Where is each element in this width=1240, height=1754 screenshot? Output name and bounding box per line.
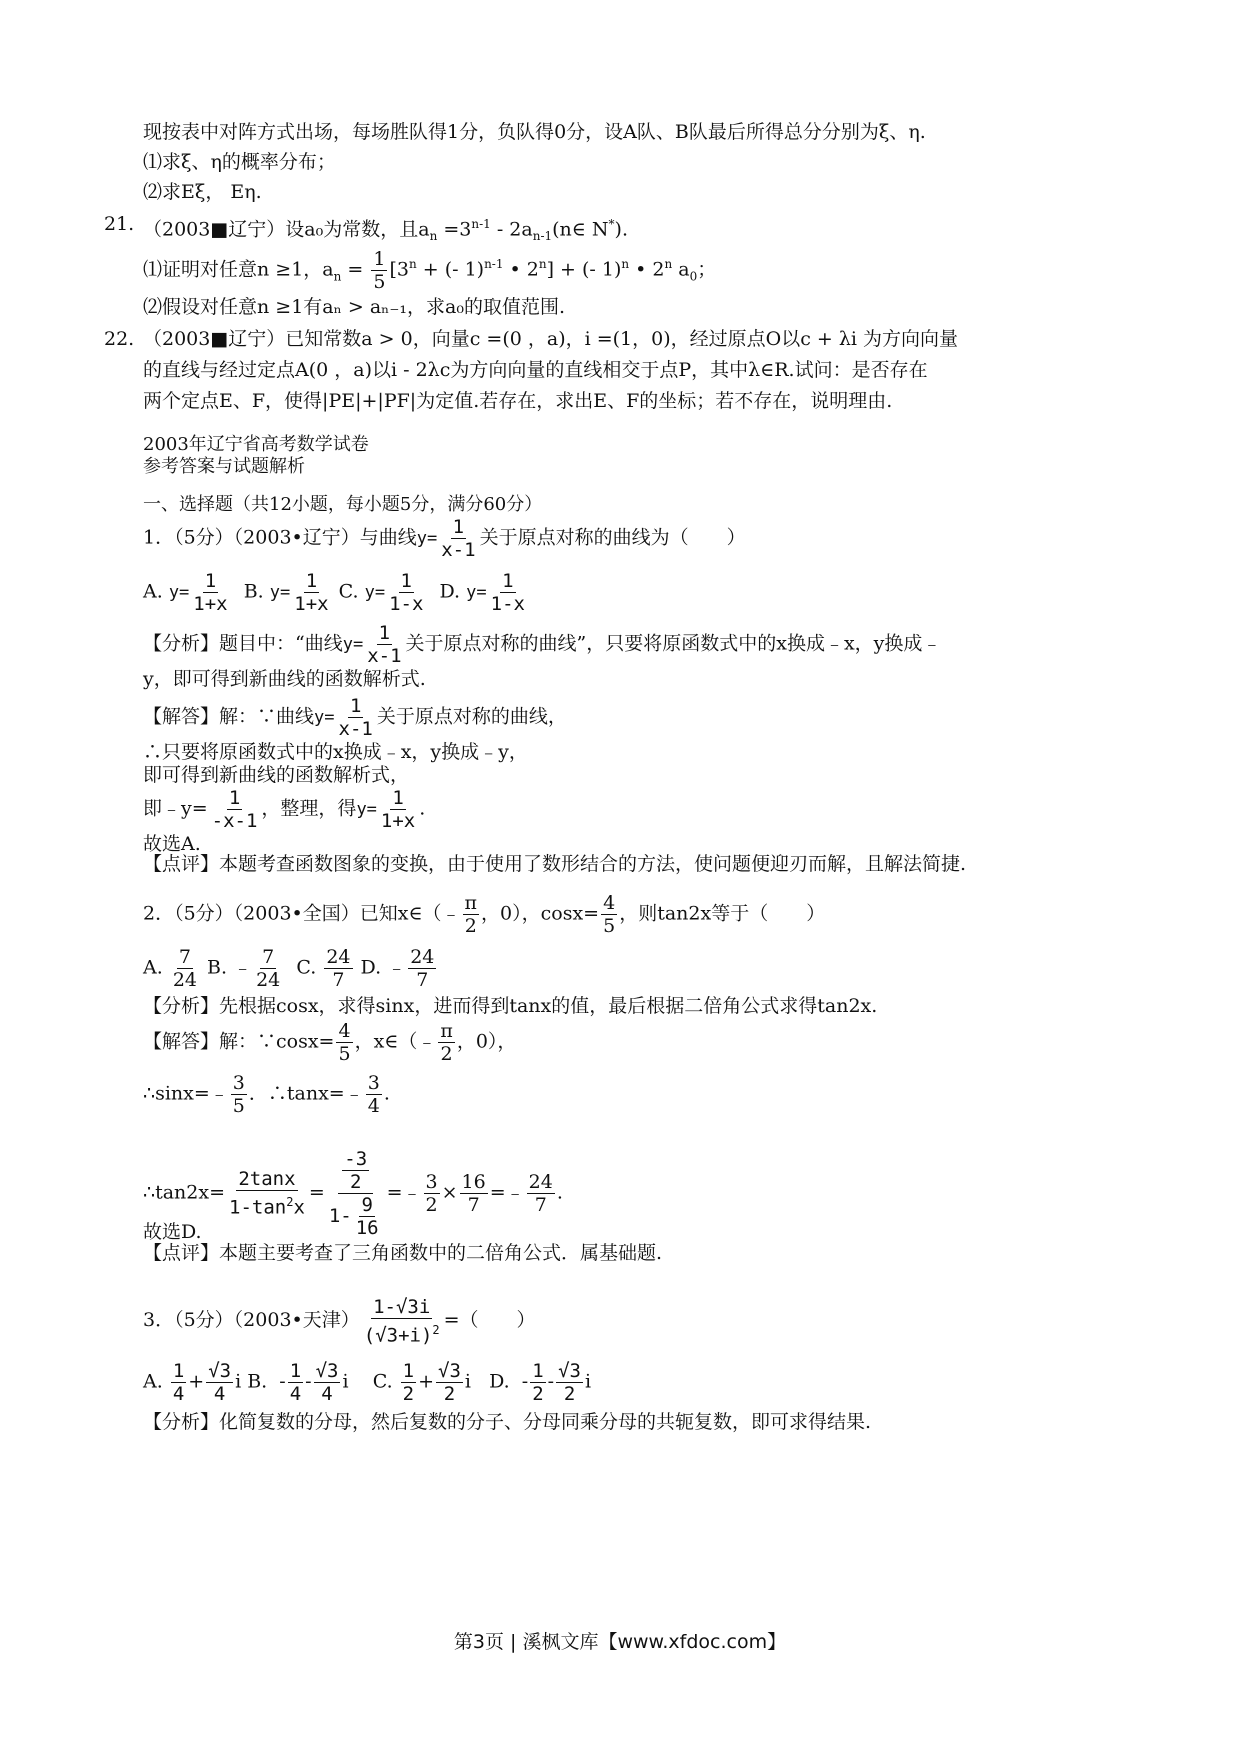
q20-part1: ⑴求ξ、η的概率分布；	[143, 151, 336, 173]
q22-line3: 两个定点E、F，使得|PE|+|PF|为定值.若存在，求出E、F的坐标；若不存在，说明理由.	[143, 390, 893, 412]
q20-intro: 现按表中对阵方式出场，每场胜队得1分，负队得0分，设A队、B队最后所得总分分别为ξ、η.	[143, 121, 926, 143]
q2-choices: A. $\frac{7}{24}$ B. ﹣ $\frac{7}{24}$ C. $\frac{24}{7}$ D. ﹣ $\frac{24}{7}$	[143, 946, 435, 991]
q3-analysis: 【分析】化简复数的分母，然后复数的分子、分母同乘分母的共轭复数，即可求得结果.	[143, 1411, 872, 1433]
q21-number: 21.	[104, 213, 135, 235]
q1-solution: 【解答】解：∵曲线y= $\frac{1}{x-1}$ 关于原点对称的曲线，	[143, 695, 567, 740]
q1-solution-line3: 即可得到新曲线的函数解析式，	[143, 764, 410, 786]
q2-pick: 故选D.	[143, 1221, 202, 1243]
q21-stem: （2003■辽宁）设a₀为常数，且$a_n =3^{n-1}$ - $2a_{n-1}(n\in$ N*).	[143, 217, 628, 244]
q22-number: 22.	[104, 328, 135, 350]
q3-choices: A. $\frac{1}{4}$ + $\frac{√3}{4}$ i B. - $\frac{1}{4}$ - $\frac{√3}{4}$ i C. $\frac{1}{2}$ + $\frac{√3}{2}$ i D. - $\frac{1}{2}$ - $\frac{√3}{2}$ i	[143, 1360, 592, 1405]
q22-line2: 的直线与经过定点A(0 ，a)以i - 2λc为方向向量的直线相交于点P，其中λ∈R.试问：是否存在	[143, 359, 928, 381]
q21-part1: ⑴证明对任意n ≥1，$a_n$ = $\frac{1}{5}$ [$3^n$ + (- 1)$^{n-1}$ • $2^n$] + (- 1)$^n$ • 2$^n$ $a_0$；	[143, 248, 717, 293]
q2-comment: 【点评】本题主要考查了三角函数中的二倍角公式．属基础题.	[143, 1242, 663, 1264]
q21-part2: ⑵假设对任意n ≥1有aₙ > aₙ₋₁，求a₀的取值范围.	[143, 296, 566, 318]
q1-comment: 【点评】本题考查函数图象的变换，由于使用了数形结合的方法，使问题便迎刃而解，且解法简捷.	[143, 853, 967, 875]
q2-solution-line2: ∴sinx=﹣ $\frac{3}{5}$ ．∴tanx=﹣ $\frac{3}{4}$ .	[143, 1072, 390, 1117]
q2-solution: 【解答】解：∵cosx= $\frac{4}{5}$ ，x∈（﹣ $\frac{\pi}{2}$ ，0），	[143, 1020, 517, 1065]
q1-solution-line2: ∴只要将原函数式中的x换成﹣x，y换成﹣y，	[143, 741, 528, 763]
answers-title: 2003年辽宁省高考数学试卷	[143, 434, 369, 455]
section-heading: 一、选择题（共12小题，每小题5分，满分60分）	[143, 494, 543, 515]
q1-solution-line4: 即﹣y= $\frac{1}{-x-1}$ ，整理，得y= $\frac{1}{1+x}$ .	[143, 787, 426, 832]
q1-analysis: 【分析】题目中：“曲线y= $\frac{1}{x-1}$ 关于原点对称的曲线”，只要将原函数式中的x换成﹣x，y换成﹣	[143, 622, 942, 667]
q20-part2: ⑵求Eξ， Eη.	[143, 181, 262, 203]
page-footer: 第3页 | 溪枫文库【www.xfdoc.com】	[453, 1631, 787, 1653]
q1-analysis-cont: y，即可得到新曲线的函数解析式.	[143, 668, 426, 690]
q2-solution-line3: ∴tan2x= $\frac{2\tan x}{1-\tan^2x}$ = $\frac{-3}{2}$ 1- $\frac{9}{16}$ =﹣ $\frac{3}{2}$ × $\frac{16}{7}$ =﹣ $\frac{24}{7}$ .	[143, 1148, 563, 1239]
q22-line1: （2003■辽宁）已知常数a > 0，向量c =(0 ，a)，i =(1，0)，经过原点O以c + λi 为方向向量	[143, 328, 959, 350]
answers-subtitle: 参考答案与试题解析	[143, 456, 305, 477]
q1-pick: 故选A.	[143, 833, 201, 855]
q2-stem: 2．（5分）（2003•全国）已知x∈（﹣ $\frac{\pi}{2}$ ，0），cosx= $\frac{4}{5}$ ，则tan2x等于（ ）	[143, 892, 826, 937]
q3-stem: 3．（5分）（2003•天津） $\frac{1-√3i}{(√3+i)^2}$ =（ ）	[143, 1296, 536, 1347]
q1-choices: A. y= $\frac{1}{1+x}$ B. y= $\frac{1}{1+x}$ C. y= $\frac{1}{1-x}$ D. y= $\frac{1}{1-x}$	[143, 570, 525, 615]
q2-analysis: 【分析】先根据cosx，求得sinx，进而得到tanx的值，最后根据二倍角公式求得tan2x.	[143, 995, 878, 1017]
q1-stem: 1．（5分）（2003•辽宁）与曲线y= $\frac{1}{x-1}$ 关于原点对称的曲线为（ ）	[143, 516, 746, 561]
